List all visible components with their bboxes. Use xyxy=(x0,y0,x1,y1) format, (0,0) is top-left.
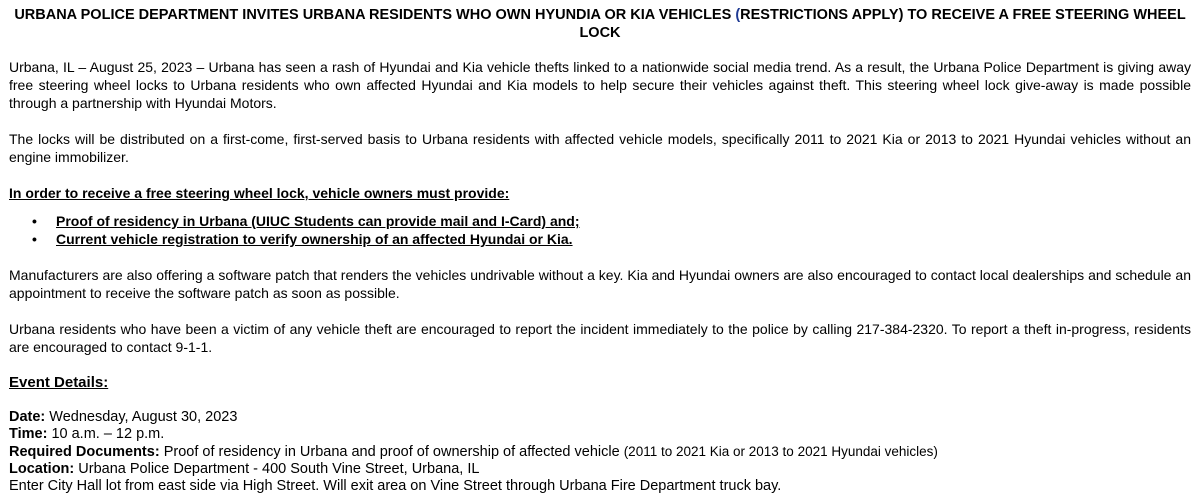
location-value: Urbana Police Department - 400 South Vine Street, Urbana, IL xyxy=(74,461,480,477)
time-label: Time: xyxy=(9,426,48,442)
list-item xyxy=(32,230,1191,248)
documents-vehicle-range: (2011 to 2021 Kia or 2013 to 2021 Hyundai vehicles) xyxy=(623,444,938,459)
list-item xyxy=(32,212,1191,230)
date-value: Wednesday, August 30, 2023 xyxy=(45,409,238,425)
requirements-heading: In order to receive a free steering wheel lock, vehicle owners must provide: xyxy=(9,185,510,201)
distribution-paragraph: The locks will be distributed on a first-come, first-served basis to Urbana residents with affected vehicle models, specifically 2011 to 2021 Kia or 2013 to 2021 Hyundai vehicles without an engine immobilizer. xyxy=(9,131,1191,165)
time-value: 10 a.m. – 12 p.m. xyxy=(47,426,165,442)
intro-paragraph: Urbana, IL – August 25, 2023 – Urbana has seen a rash of Hyundai and Kia vehicle thefts linked to a nationwide social media trend. As a result, the Urbana Police Department is giving away free steering wheel locks to Urbana residents who own affected Hyundai and Kia models to help secure their vehicles against theft. This steering wheel lock give-away is made possible through a partnership with Hyundai Motors. xyxy=(9,59,1191,111)
event-required-documents xyxy=(9,443,1191,461)
event-location xyxy=(9,461,1191,478)
requirements-list xyxy=(9,212,1191,248)
event-directions: Enter City Hall lot from east side via High Street. Will exit area on Vine Street through Urbana Fire Department truck bay. xyxy=(9,478,782,494)
event-date xyxy=(9,409,1191,426)
headline-part2: RESTRICTIONS APPLY) TO RECEIVE A FREE STEERING WHEEL LOCK xyxy=(579,7,1186,41)
headline-paren: ( xyxy=(735,7,741,23)
software-patch-paragraph: Manufacturers are also offering a software patch that renders the vehicles undrivable without a key. Kia and Hyundai owners are also encouraged to contact local dealerships and schedule an appointment to receive the software patch as soon as possible. xyxy=(9,267,1191,301)
event-time xyxy=(9,426,1191,443)
report-theft-paragraph: Urbana residents who have been a victim of any vehicle theft are encouraged to report the incident immediately to the police by calling 217-384-2320. To report a theft in-progress, residents are encouraged to contact 9-1-1. xyxy=(9,321,1191,355)
location-label: Location: xyxy=(9,461,75,477)
documents-label: Required Documents: xyxy=(9,444,160,460)
event-details-heading: Event Details: xyxy=(9,374,109,391)
bullet-icon: • xyxy=(32,213,37,229)
documents-value: Proof of residency in Urbana and proof of ownership of affected vehicle xyxy=(159,444,624,460)
requirement-text: Current vehicle registration to verify ownership of an affected Hyundai or Kia. xyxy=(56,231,573,247)
date-label: Date: xyxy=(9,409,46,425)
bullet-icon: • xyxy=(32,231,37,247)
headline-part1: URBANA POLICE DEPARTMENT INVITES URBANA RESIDENTS WHO OWN HYUNDIA OR KIA VEHICLES xyxy=(14,7,736,23)
requirement-text: Proof of residency in Urbana (UIUC Students can provide mail and I-Card) and; xyxy=(56,213,580,229)
headline xyxy=(9,6,1191,42)
